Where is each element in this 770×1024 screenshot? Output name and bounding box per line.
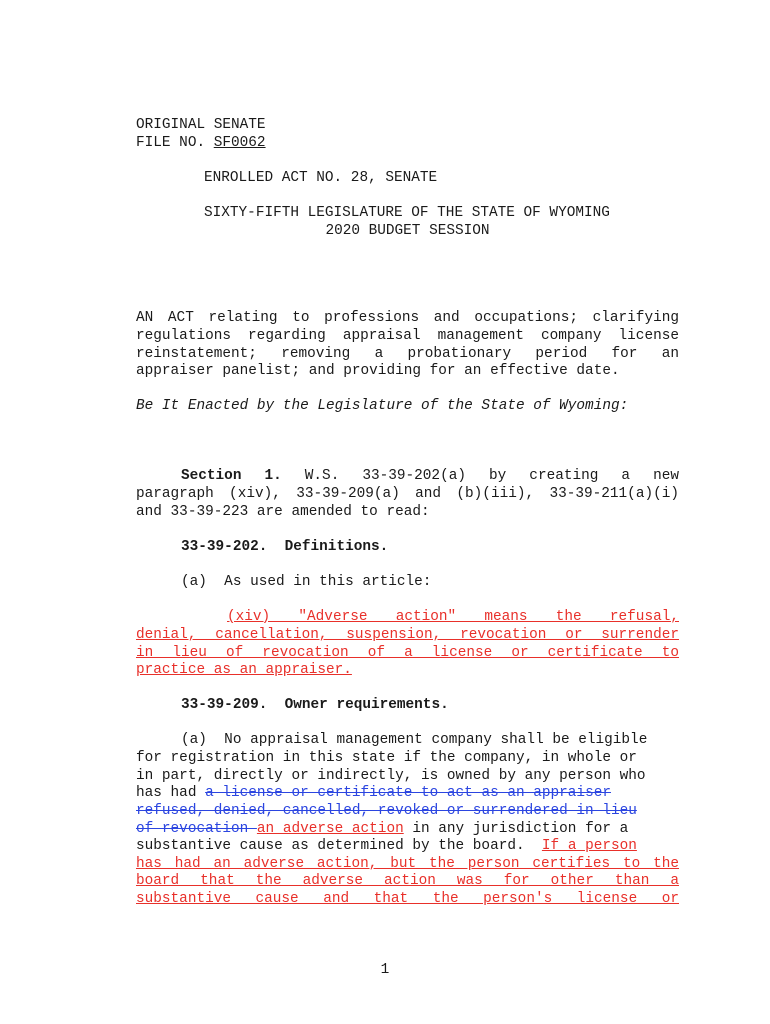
inserted-text: has had an adverse action, but the person certifies to the [136,856,679,872]
file-number: SF0062 [213,135,266,151]
legislature-title: SIXTY-FIFTH LEGISLATURE OF THE STATE OF WYOMING [204,205,610,221]
enacting-clause: Be It Enacted by the Legislature of the State of Wyoming: [136,398,629,414]
enrolled-act: ENROLLED ACT NO. 28, SENATE [204,170,438,186]
plain-text: substantive cause as determined by the board. [136,838,525,854]
section-heading-209: 33-39-209. Owner requirements. [181,697,449,713]
session-title: 2020 BUDGET SESSION [325,223,490,239]
body-line: (a) No appraisal management company shall be eligible [181,732,648,748]
file-number-prefix: FILE NO. [136,135,214,151]
inserted-text: denial, cancellation, suspension, revocation or surrender [136,627,679,643]
body-line [136,821,679,839]
inserted-text: in lieu of revocation of a license or certificate to [136,645,679,661]
body-line [136,785,679,803]
subsection-a: (a) As used in this article: [181,574,432,590]
plain-text: has had [136,785,206,801]
deleted-text: refused, denied, cancelled, revoked or surrendered in lieu [136,803,637,819]
act-title-line: AN ACT relating to professions and occupations; clarifying [136,310,679,326]
act-title-line: regulations regarding appraisal management company license [136,328,679,344]
section-1-label: Section 1. [181,468,282,484]
deleted-text: of revocation [136,821,257,837]
inserted-text: (xiv) "Adverse action" means the refusal, [227,609,679,625]
file-number-line [136,135,679,153]
original-senate: ORIGINAL SENATE [136,117,266,133]
body-line [136,838,679,856]
inserted-text: an adverse action [256,821,404,837]
act-title-line: appraiser panelist; and providing for an effective date. [136,363,620,379]
page-number: 1 [380,962,390,978]
inserted-text: substantive cause and that the person's license or [136,891,679,907]
plain-text: in any jurisdiction for a [403,821,629,837]
act-title-line: reinstatement; removing a probationary period for an [136,346,679,362]
section-1-line [181,468,679,486]
body-line: in part, directly or indirectly, is owned by any person who [136,768,646,784]
inserted-text: board that the adverse action was for other than a [136,873,679,889]
section-heading-202: 33-39-202. Definitions. [181,539,389,555]
section-1-text: W.S. 33-39-202(a) by creating a new [304,468,679,484]
section-1-line: paragraph (xiv), 33-39-209(a) and (b)(iii), 33-39-211(a)(i) [136,486,679,502]
body-line: for registration in this state if the company, in whole or [136,750,637,766]
inserted-text: practice as an appraiser. [136,662,352,678]
inserted-text-line [136,662,679,680]
section-1-line: and 33-39-223 are amended to read: [136,504,430,520]
deleted-text: a license or certificate to act as an appraiser [205,785,611,801]
body-line [136,803,679,821]
inserted-text: If a person [541,838,637,854]
